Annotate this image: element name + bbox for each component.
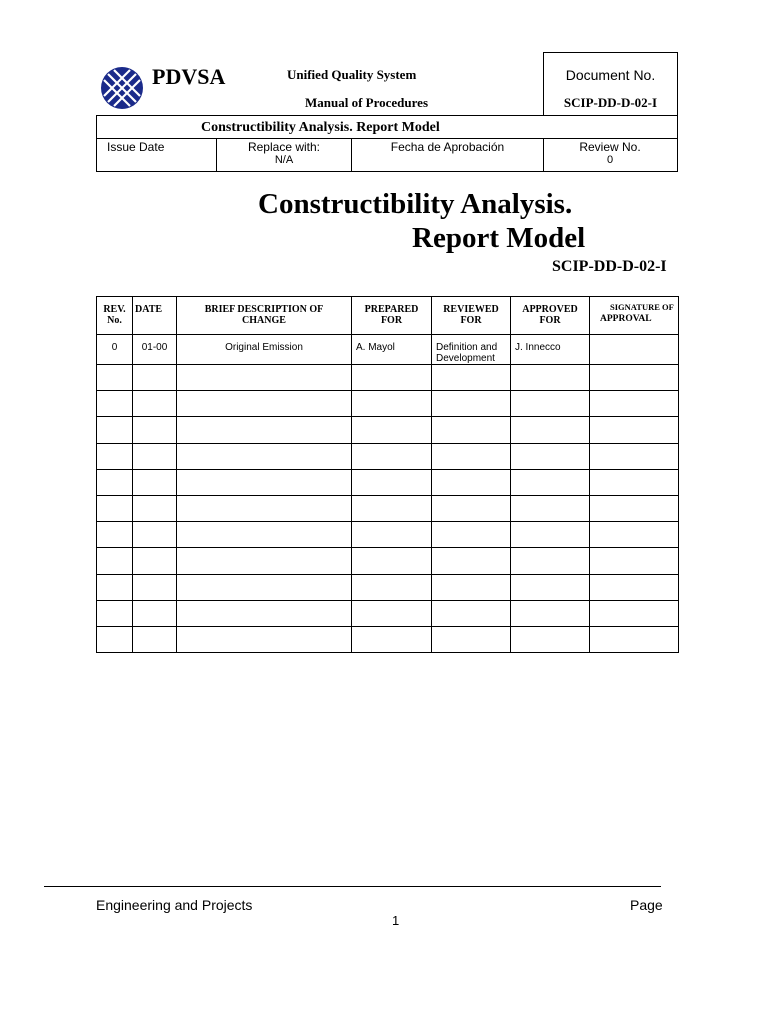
footer-page-label: Page <box>630 897 663 913</box>
issue-date-cell <box>97 139 217 171</box>
page-title-line-2: Report Model <box>412 222 586 254</box>
table-row <box>97 365 679 391</box>
table-row <box>97 417 679 443</box>
replace-label: Replace with: <box>247 140 321 154</box>
cell-reviewed: Definition and Development <box>432 335 511 365</box>
table-row <box>97 335 679 365</box>
table-row <box>97 600 679 626</box>
footer-department: Engineering and Projects <box>96 897 253 913</box>
column-header-date: DATE <box>133 297 177 335</box>
document-header <box>96 52 543 115</box>
table-row <box>97 522 679 548</box>
cell-rev: 0 <box>97 335 133 365</box>
logo-text: PDVSA <box>152 64 226 89</box>
page-title-line-1: Constructibility Analysis. <box>258 188 573 220</box>
table-row <box>97 391 679 417</box>
manual-name: Manual of Procedures <box>305 95 429 110</box>
header-title: Constructibility Analysis. Report Model <box>201 120 440 135</box>
table-row <box>97 548 679 574</box>
header-info-row <box>96 139 678 172</box>
table-header-row <box>97 297 679 335</box>
cell-date: 01-00 <box>133 335 177 365</box>
table-row <box>97 469 679 495</box>
document-number-box <box>543 52 678 115</box>
table-row <box>97 626 679 652</box>
cell-signature <box>590 335 679 365</box>
review-label: Review No. <box>579 140 641 154</box>
column-header-prepared: PREPARED FOR <box>352 297 432 335</box>
footer-page-number: 1 <box>392 913 400 928</box>
pdvsa-logo-icon <box>100 66 144 110</box>
approval-date-cell <box>352 139 544 171</box>
replace-value: N/A <box>274 154 294 166</box>
cell-description: Original Emission <box>177 335 352 365</box>
issue-date-label: Issue Date <box>107 140 165 154</box>
table-row <box>97 443 679 469</box>
column-header-description: BRIEF DESCRIPTION OF CHANGE <box>177 297 352 335</box>
table-row <box>97 495 679 521</box>
document-number-label: Document No. <box>565 67 656 83</box>
revision-table <box>96 296 679 653</box>
column-header-signature: SIGNATURE OF APPROVAL <box>590 297 679 335</box>
system-name: Unified Quality System <box>287 67 417 82</box>
cell-prepared: A. Mayol <box>352 335 432 365</box>
column-header-approved: APPROVED FOR <box>511 297 590 335</box>
table-row <box>97 574 679 600</box>
document-number-value: SCIP-DD-D-02-I <box>563 95 658 110</box>
review-cell <box>544 139 676 171</box>
review-value: 0 <box>606 154 614 166</box>
header-title-row <box>96 115 678 139</box>
column-header-rev: REV. No. <box>97 297 133 335</box>
footer-divider <box>44 886 661 887</box>
column-header-reviewed: REVIEWED FOR <box>432 297 511 335</box>
approval-date-label: Fecha de Aprobación <box>390 140 505 154</box>
cell-approved: J. Innecco <box>511 335 590 365</box>
replace-cell <box>217 139 352 171</box>
document-code: SCIP-DD-D-02-I <box>552 258 667 275</box>
